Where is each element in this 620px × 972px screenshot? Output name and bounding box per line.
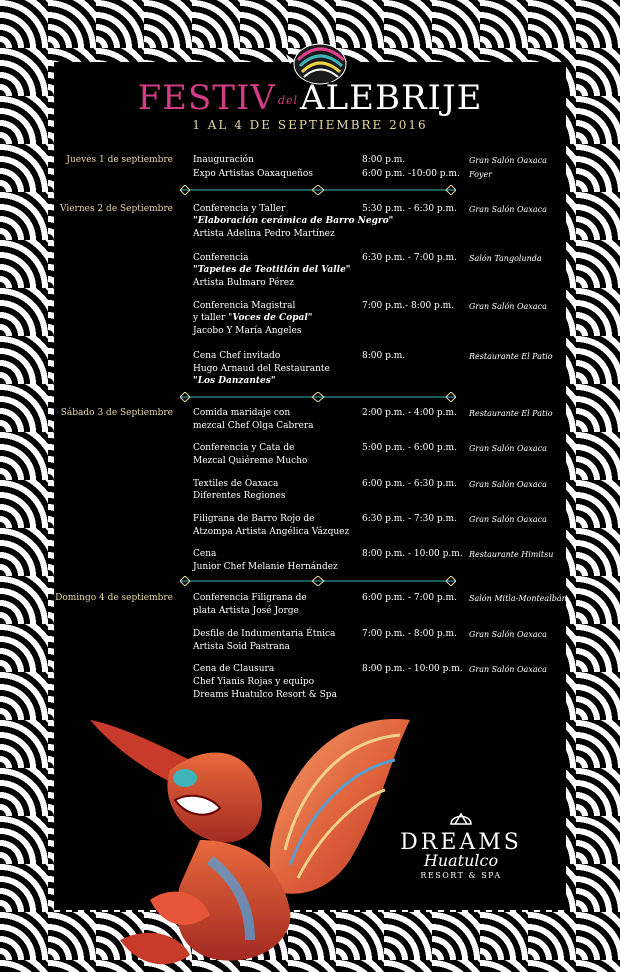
event-title: Conferencia	[193, 253, 249, 263]
event-subtitle: Artista Soid Pastrana	[193, 642, 290, 652]
event-title: Conferencia Magistral	[193, 301, 296, 311]
event-subtitle-emphasis: Voces de Copal"	[232, 313, 313, 323]
event-subtitle: Chef Yianis Rojas y equipo	[193, 677, 315, 687]
event-venue: Gran Salón Oaxaca	[469, 630, 547, 639]
event-subtitle: Mezcal Quiéreme Mucho	[193, 456, 308, 466]
event-time: 6:00 p.m. - 6:30 p.m.	[362, 479, 457, 489]
event-title: Conferencia y Cata de	[193, 443, 295, 453]
event-title: Inauguración	[193, 155, 254, 165]
event-title: Cena	[193, 549, 217, 559]
event-title: Conferencia Filigrana de	[193, 593, 307, 603]
alebrije-sculpture-illustration	[60, 700, 420, 972]
event-subtitle: Junior Chef Melanie Hernández	[193, 562, 338, 572]
event-venue: Gran Salón Oaxaca	[469, 515, 547, 524]
event-time: 7:00 p.m. - 8:00 p.m.	[362, 629, 457, 639]
event-time: 5:30 p.m. - 6:30 p.m.	[362, 204, 457, 214]
event-time: 8:00 p.m. - 10:00 p.m.	[362, 664, 463, 674]
event-time: 8:00 p.m. - 10:00 p.m.	[362, 549, 463, 559]
event-artist: Artista Adelina Pedro Martínez	[193, 229, 335, 239]
event-artist: Jacobo Y María Angeles	[193, 326, 302, 336]
day-label: Viernes 2 de Septiembre	[60, 204, 173, 214]
day-label: Sábado 3 de Septiembre	[60, 408, 173, 418]
logo-tagline: RESORT & SPA	[420, 871, 502, 880]
event-subtitle: Diferentes Regiones	[193, 491, 286, 501]
event-venue: Salón Mitla-Montealbán	[469, 594, 567, 603]
event-time: 6:00 p.m. -10:00 p.m.	[362, 169, 460, 179]
section-divider	[180, 392, 456, 402]
day-label: Jueves 1 de septiembre	[66, 155, 173, 165]
event-title: Filigrana de Barro Rojo de	[193, 514, 315, 524]
event-subtitle: "Tapetes de Teotitlán del Valle"	[193, 265, 351, 275]
event-subtitle: Hugo Arnaud del Restaurante	[193, 364, 330, 374]
day-label: Domingo 4 de septiembre	[55, 593, 173, 603]
title-connector: del	[277, 93, 299, 107]
event-title: Comida maridaje con	[193, 408, 291, 418]
event-time: 5:00 p.m. - 6:00 p.m.	[362, 443, 457, 453]
event-title: Cena Chef invitado	[193, 351, 281, 361]
section-divider	[180, 576, 456, 586]
event-time: 2:00 p.m. - 4:00 p.m.	[362, 408, 457, 418]
event-venue: Gran Salón Oaxaca	[469, 156, 547, 165]
event-title: Expo Artistas Oaxaqueños	[193, 169, 313, 179]
event-venue: Foyer	[469, 170, 493, 179]
shell-icon	[449, 810, 473, 826]
event-artist: Dreams Huatulco Resort & Spa	[193, 690, 337, 700]
title-part2: ALEBRIJE	[300, 78, 483, 118]
event-subtitle: plata Artista José Jorge	[193, 606, 299, 616]
event-time: 8:00 p.m.	[362, 351, 406, 361]
event-subtitle: Atzompa Artista Angélica Vázquez	[193, 527, 350, 537]
event-artist: Artista Bulmaro Pérez	[193, 278, 294, 288]
event-venue: Restaurante El Patio	[469, 409, 553, 418]
event-subtitle: "Elaboración cerámica de Barro Negro"	[193, 216, 394, 226]
event-venue: Gran Salón Oaxaca	[469, 205, 547, 214]
event-title: Cena de Clausura	[193, 664, 275, 674]
festival-dates: 1 AL 4 DE SEPTIEMBRE 2016	[192, 118, 428, 132]
event-time: 6:30 p.m. - 7:00 p.m.	[362, 253, 457, 263]
event-time: 8:00 p.m.	[362, 155, 406, 165]
event-venue: Gran Salón Oaxaca	[469, 444, 547, 453]
event-subtitle-prefix: y taller "	[193, 313, 233, 323]
event-venue: Gran Salón Oaxaca	[469, 480, 547, 489]
event-title: Desfile de Indumentaria Étnica	[193, 629, 336, 639]
event-venue: Restaurante El Patio	[469, 352, 553, 361]
event-subtitle	[193, 312, 312, 325]
event-time: 7:00 p.m.- 8:00 p.m.	[362, 301, 455, 311]
section-divider	[180, 185, 456, 195]
event-title: Conferencia y Taller	[193, 204, 286, 214]
title-part1: FESTIV	[137, 78, 276, 118]
event-time: 6:30 p.m. - 7:30 p.m.	[362, 514, 457, 524]
event-subtitle: mezcal Chef Olga Cabrera	[193, 421, 314, 431]
logo-location: Huatulco	[423, 851, 499, 870]
event-venue: Restaurante Himitsu	[469, 550, 554, 559]
event-venue: Gran Salón Oaxaca	[469, 665, 547, 674]
event-artist: "Los Danzantes"	[193, 376, 276, 386]
event-title: Textiles de Oaxaca	[193, 479, 279, 489]
logo-brand: DREAMS	[400, 830, 522, 855]
event-venue: Salón Tangolunda	[469, 254, 542, 263]
dreams-logo	[386, 810, 536, 880]
event-venue: Gran Salón Oaxaca	[469, 302, 547, 311]
festival-title	[0, 78, 620, 118]
event-time: 6:00 p.m. - 7:00 p.m.	[362, 593, 457, 603]
